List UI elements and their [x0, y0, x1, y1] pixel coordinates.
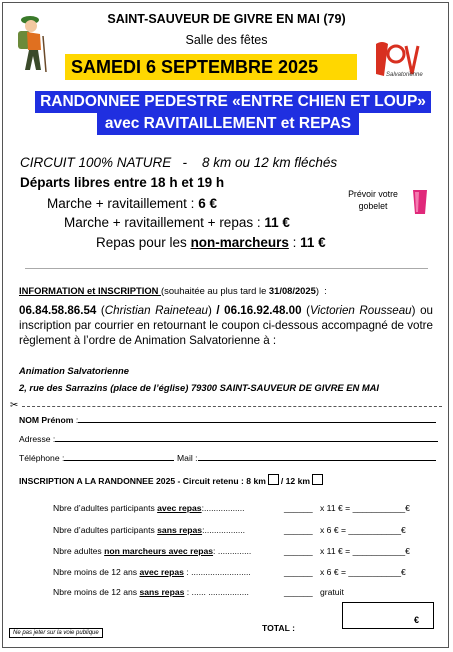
registration-heading: INSCRIPTION A LA RANDONNEE 2025 - Circuit retenu : 8 km / 12 km [19, 474, 325, 486]
amount-non-walkers-with-meal: x 11 € = ___________€ [320, 546, 410, 556]
amount-adults-without-meal: x 6 € = ___________€ [320, 525, 406, 535]
organization-address: 2, rue des Sarrazins (place de l’église) 79300 SAINT-SAUVEUR DE GIVRE EN MAI [19, 382, 380, 393]
amount-children-without-meal: gratuit [320, 587, 344, 597]
qty-children-without-meal[interactable]: ______ [284, 587, 313, 597]
footer-note: Ne pas jeter sur la voie publique [9, 628, 103, 638]
qty-children-with-meal[interactable]: ______ [284, 567, 313, 577]
amount-children-with-meal: x 6 € = ___________€ [320, 567, 406, 577]
row-children-without-meal: Nbre moins de 12 ans sans repas : ...... ................. [53, 587, 249, 597]
checkbox-8km[interactable] [268, 474, 279, 485]
cut-line [22, 406, 442, 407]
row-children-with-meal: Nbre moins de 12 ans avec repas : ......................... [53, 567, 251, 577]
departure-times: Départs libres entre 18 h et 19 h [20, 175, 225, 190]
banner-line2: avec RAVITAILLEMENT et REPAS [97, 113, 359, 135]
total-box[interactable] [342, 602, 434, 629]
checkbox-12km[interactable] [312, 474, 323, 485]
hiker-illustration [10, 10, 50, 74]
event-date: SAMEDI 6 SEPTEMBRE 2025 [65, 54, 357, 80]
scissors-icon: ✂ [10, 400, 19, 411]
address-field[interactable]: Adresse : [19, 434, 438, 444]
qty-adults-with-meal[interactable]: ______ [284, 503, 313, 513]
name-field[interactable]: NOM Prénom : [19, 415, 436, 425]
qty-adults-without-meal[interactable]: ______ [284, 525, 313, 535]
info-paragraph: 06.84.58.86.54 (Christian Raineteau) / 06.16.92.48.00 (Victorien Rousseau) ou inscription par courrier en retournant le coupon ci-dessous accompagné de votre règlement à l’ordre de Animation Salvatorienne à : [19, 304, 433, 347]
association-logo [366, 40, 430, 80]
banner-line1: RANDONNEE PEDESTRE «ENTRE CHIEN ET LOUP» [35, 91, 431, 113]
circuit-title: CIRCUIT 100% NATURE - 8 km ou 12 km fléchés [20, 155, 338, 170]
organization-name: Animation Salvatorienne [19, 365, 129, 376]
total-currency: € [413, 615, 419, 625]
svg-text:Salvatorienne: Salvatorienne [386, 72, 423, 78]
price-walk-snack: Marche + ravitaillement : 6 € [47, 196, 217, 211]
event-location-title: SAINT-SAUVEUR DE GIVRE EN MAI (79) [107, 12, 346, 26]
phone-field[interactable]: Téléphone : [19, 453, 174, 463]
goblet-icon [411, 188, 429, 216]
qty-non-walkers-with-meal[interactable]: ______ [284, 546, 313, 556]
amount-adults-with-meal: x 11 € = ___________€ [320, 503, 410, 513]
row-non-walkers-with-meal: Nbre adultes non marcheurs avec repas: .............. [53, 546, 252, 556]
venue-text: Salle des fêtes [185, 33, 268, 47]
info-heading: INFORMATION et INSCRIPTION (souhaitée au plus tard le 31/08/2025) : [19, 285, 327, 296]
separator-line [25, 268, 428, 269]
goblet-note: Prévoir votre gobelet [348, 189, 398, 211]
row-adults-without-meal: Nbre d’adultes participants sans repas:................. [53, 525, 246, 535]
row-adults-with-meal: Nbre d’adultes participants avec repas:................. [53, 503, 245, 513]
total-label: TOTAL : [262, 623, 295, 633]
mail-field[interactable]: Mail : [177, 453, 436, 463]
price-walk-snack-meal: Marche + ravitaillement + repas : 11 € [64, 215, 290, 230]
price-meal-non-walkers: Repas pour les non-marcheurs : 11 € [96, 235, 326, 250]
